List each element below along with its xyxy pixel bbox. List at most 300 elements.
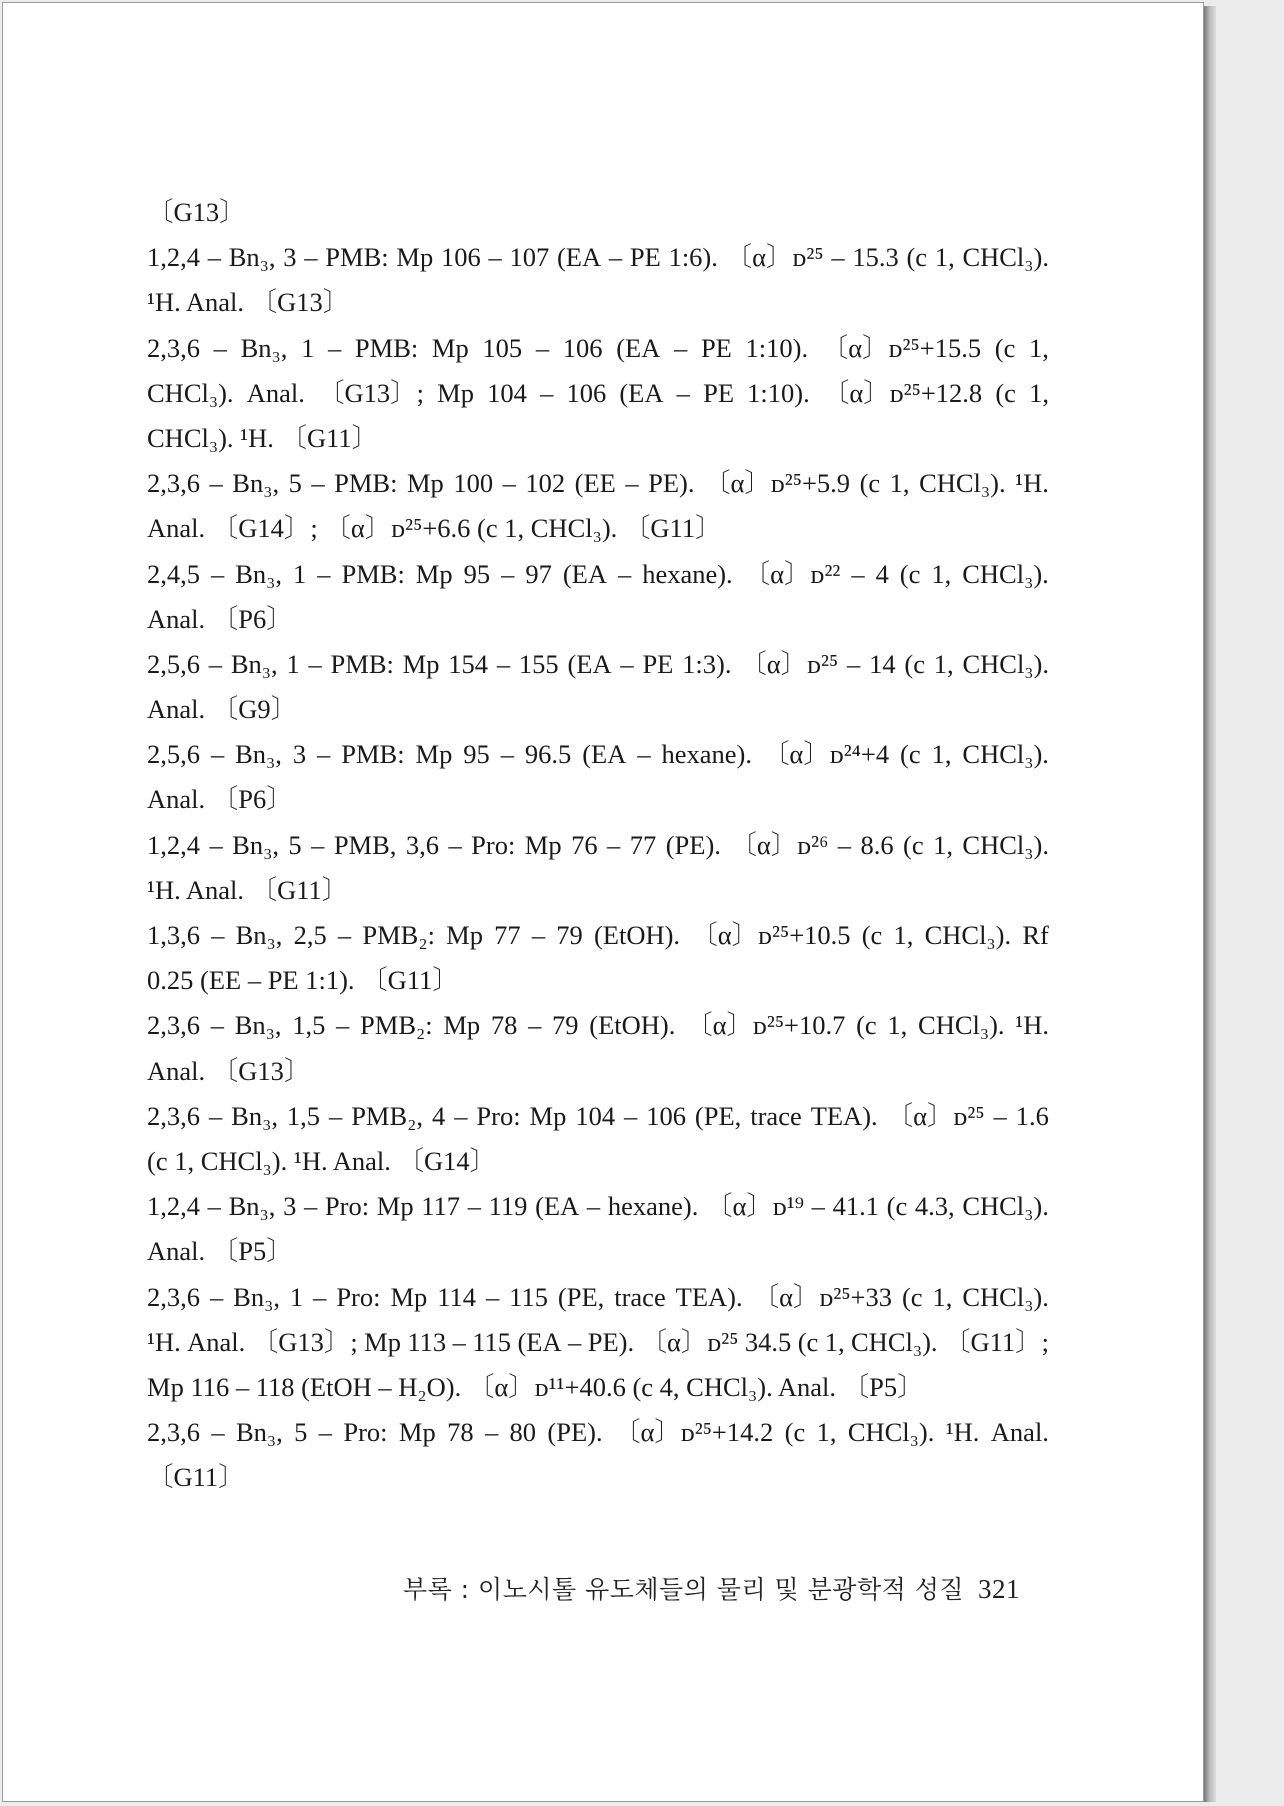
text-word: ¹H. [945, 1417, 980, 1448]
text-line [147, 1139, 1049, 1184]
text-word: 1, [931, 558, 952, 589]
text-word: 1 [293, 558, 307, 589]
text-word: 1:3). [682, 648, 732, 679]
text-word: Bn₃, [240, 332, 288, 363]
text-span: Anal. 〔P5〕 [147, 1236, 293, 1267]
text-span: 〔G11〕 [147, 1462, 245, 1493]
text-word: Anal. [990, 1417, 1049, 1448]
text-word: Pro: [324, 1191, 370, 1222]
text-word: (EA [616, 332, 661, 363]
text-word: – [211, 1417, 225, 1448]
text-word: – [568, 1326, 582, 1357]
text-word: 106 [566, 377, 607, 408]
text-word: 96.5 [524, 739, 572, 770]
text-word: – [496, 648, 511, 679]
text-word: – [308, 648, 322, 679]
text-word: 〔α〕ᴅ²⁵+10.7 [686, 1010, 846, 1041]
text-word: Mp [446, 920, 483, 950]
text-word: – [620, 648, 634, 679]
text-word: Mp [398, 1417, 436, 1448]
text-word: PE [700, 332, 732, 363]
text-word: – [210, 739, 225, 770]
text-word: – [837, 829, 852, 860]
text-line [147, 597, 1049, 642]
text-word: CHCl₃). [924, 920, 1012, 950]
text-word: – [311, 468, 325, 499]
text-word: (EA [562, 558, 607, 589]
text-word: 〔α〕ᴅ²⁵ [740, 648, 839, 679]
text-word: (PE, [694, 1100, 742, 1131]
text-span: 〔G13〕 [147, 197, 246, 227]
text-word: – [637, 739, 651, 770]
text-word: 4 [431, 1100, 446, 1131]
text-span: Anal. 〔G13〕 [147, 1055, 311, 1086]
text-word: Bn₃, [234, 1010, 282, 1041]
text-word: CHCl₃). [918, 1010, 1005, 1041]
text-word: 15.3 [852, 242, 899, 273]
text-span: CHCl₃). ¹H. 〔G11〕 [147, 422, 379, 453]
text-word: (EA [517, 1326, 562, 1357]
text-word: hexane). [661, 739, 752, 770]
text-span: Mp 116 – 118 (EtOH – H₂O). 〔α〕ᴅ¹¹+40.6 (c 4, CHCl₃). Anal. 〔P5〕 [147, 1371, 924, 1402]
text-word: 77 [494, 920, 521, 950]
text-word: CHCl₃). [962, 242, 1049, 273]
running-footer [403, 1570, 1020, 1606]
text-word: 〔α〕ᴅ²² [743, 558, 841, 589]
text-word: – [209, 1281, 224, 1312]
text-word: 1, [933, 648, 954, 679]
text-word: Bn₃, [235, 920, 283, 950]
text-word: 80 [509, 1417, 537, 1448]
text-word: PE [642, 648, 674, 679]
text-word: 1, [933, 829, 953, 860]
text-word: 5 [288, 468, 302, 499]
text-word: 2,5,6 [147, 648, 200, 679]
text-line [147, 506, 1049, 551]
text-word: Bn₃, [230, 648, 278, 679]
text-word: (c [904, 648, 925, 679]
text-word: 102 [525, 468, 566, 499]
text-word: Bn₃, [235, 1417, 283, 1448]
text-word: – [535, 332, 550, 363]
text-line [147, 642, 1049, 687]
text-word: 76 [571, 829, 598, 860]
text-word: Mp [396, 242, 434, 273]
text-word: 106 [562, 332, 603, 363]
text-word: 78 [490, 1010, 518, 1041]
text-word: CHCl₃). [147, 377, 234, 408]
text-word: 78 [447, 1417, 474, 1448]
text-word: 〔α〕ᴅ²⁴+4 [762, 739, 890, 770]
text-word: 77 [629, 829, 657, 860]
text-word: 79 [556, 920, 583, 950]
text-span: (c 1, CHCl₃). ¹H. Anal. 〔G14〕 [147, 1145, 497, 1176]
text-word: 2,3,6 [147, 468, 200, 499]
text-line [147, 552, 1049, 597]
text-span: Anal. 〔P6〕 [147, 603, 293, 634]
text-word: – [485, 1281, 500, 1312]
text-word: Mp [529, 1100, 567, 1131]
text-word: – [500, 739, 514, 770]
text-word: Mp [443, 1010, 481, 1041]
text-word: (EA [556, 242, 602, 273]
text-word: PMB: [341, 558, 405, 589]
text-word: TEA). [675, 1281, 743, 1312]
text-word: 95 [463, 558, 491, 589]
text-word: – [317, 739, 331, 770]
text-word: Anal. [187, 1326, 246, 1357]
text-word: – [336, 1010, 350, 1041]
text-word: CHCl₃). [962, 739, 1049, 770]
text-word: ¹H. [1015, 468, 1049, 499]
text-word: 1,5 [286, 1100, 321, 1131]
text-line [147, 868, 1049, 913]
text-word: 41.1 [832, 1191, 879, 1222]
text-word: PMB: [330, 648, 394, 679]
text-span: ¹H. Anal. 〔G11〕 [147, 874, 349, 905]
text-word: CHCl₃). [919, 468, 1006, 499]
text-word: CHCl₃). [962, 1191, 1049, 1222]
text-line [147, 1410, 1049, 1455]
text-word: Mp [402, 648, 440, 679]
text-word: Pro: [471, 829, 516, 860]
text-word: (c [784, 1417, 806, 1448]
text-line [147, 823, 1049, 868]
text-word: 〔α〕ᴅ²⁵+10.5 [691, 920, 851, 950]
text-word: – [501, 558, 515, 589]
text-word: (PE). [547, 1417, 603, 1448]
text-word: 〔G11〕; [943, 1326, 1049, 1357]
text-word: 3 [283, 1191, 297, 1222]
text-word: PMB, [333, 829, 397, 860]
text-word: – [337, 920, 352, 950]
text-word: CHCl₃). [962, 558, 1049, 589]
text-word: 2,3,6 [147, 1100, 200, 1131]
text-word: 〔α〕ᴅ²⁵ [886, 1100, 985, 1131]
text-word: 115 [509, 1281, 548, 1312]
text-word: 2,4,5 [147, 558, 200, 589]
text-span: 0.25 (EE – PE 1:1). 〔G11〕 [147, 965, 459, 996]
text-word: PMB₂, [351, 1100, 424, 1131]
text-word: 〔α〕ᴅ²⁵+33 [752, 1281, 893, 1312]
text-word: Mp [524, 829, 562, 860]
text-word: – [531, 920, 546, 950]
text-word: 1, [887, 1010, 908, 1041]
text-word: Bn₃, [235, 739, 282, 770]
text-word: ¹H. [147, 1326, 181, 1357]
text-word: 104 [575, 1100, 616, 1131]
text-word: 1,2,4 [147, 1191, 200, 1222]
text-word: 107 [509, 242, 550, 273]
text-word: PE). [648, 468, 695, 499]
text-word: – [488, 242, 502, 273]
text-word: 1, [893, 920, 914, 950]
page-number: 321 [978, 1574, 1020, 1604]
running-title: 부록 : 이노시톨 유도체들의 물리 및 분광학적 성질 [402, 1575, 964, 1604]
text-word: – [209, 829, 223, 860]
text-word: 5 [294, 1417, 308, 1448]
text-word: (EA [567, 648, 612, 679]
text-word: – [676, 377, 690, 408]
text-word: CHCl₃). [962, 829, 1049, 860]
page-edge-shadow [1204, 6, 1216, 1802]
text-word: 2,5,6 [147, 739, 200, 770]
text-word: Mp [376, 1191, 414, 1222]
text-word: TEA). [810, 1100, 878, 1131]
text-line [147, 371, 1049, 416]
text-word: 〔α〕ᴅ²⁶ [730, 829, 829, 860]
text-word: (EtOH). [589, 1010, 676, 1041]
text-word: 14 [869, 648, 896, 679]
text-word: (EE [574, 468, 616, 499]
text-line [147, 958, 1049, 1003]
text-word: CHCl₃). [962, 1281, 1049, 1312]
text-word: (c [900, 739, 921, 770]
text-word: PMB: [334, 468, 398, 499]
text-word: – [467, 1191, 481, 1222]
text-span: Anal. 〔P6〕 [147, 784, 293, 815]
text-word: 〔G13〕; [318, 377, 424, 408]
text-word: Bn₃, [232, 468, 280, 499]
text-word: 8.6 [860, 829, 894, 860]
text-word: hexane). [642, 558, 733, 589]
text-word: CHCl₃). [847, 1417, 935, 1448]
text-word: 〔α〕ᴅ²⁵+12.8 [822, 377, 983, 408]
text-line [147, 1455, 1049, 1500]
text-word: trace [750, 1100, 802, 1131]
text-line [147, 326, 1049, 371]
text-word: 104 [487, 377, 527, 408]
text-word: Bn₃, [231, 1100, 278, 1131]
text-word: – [608, 242, 623, 273]
text-span: Anal. 〔G9〕 [147, 694, 298, 725]
text-word: 〔α〕ᴅ²⁵ [725, 242, 824, 273]
text-word: – [454, 1100, 468, 1131]
text-word: Rf [1022, 920, 1049, 950]
text-word: (PE, [557, 1281, 605, 1312]
text-word: – [311, 829, 325, 860]
text-word: 117 [421, 1191, 461, 1222]
text-word: 2,3,6 [147, 1010, 200, 1041]
text-word: (EA [582, 739, 627, 770]
text-word: PE). [587, 1326, 635, 1357]
text-word: 1 [289, 1281, 304, 1312]
text-word: Mp [437, 377, 474, 408]
text-word: 1.6 [1015, 1100, 1049, 1131]
text-line [147, 416, 1049, 461]
text-word: – [831, 242, 845, 273]
text-word: Bn₃, [233, 1281, 280, 1312]
text-word: – [811, 1191, 825, 1222]
text-word: 〔α〕ᴅ²⁵+14.2 [613, 1417, 774, 1448]
text-word: – [317, 558, 331, 589]
text-word: 1,3,6 [147, 920, 200, 950]
text-word: – [304, 242, 318, 273]
text-word: 1 [286, 648, 300, 679]
text-word: PMB₂: [360, 1010, 433, 1041]
text-word: – [452, 1326, 466, 1357]
text-word: 〔α〕ᴅ²⁵+15.5 [821, 332, 982, 363]
text-word: PE [629, 242, 661, 273]
text-word: – [318, 1417, 332, 1448]
text-word: (EtOH). [593, 920, 681, 950]
text-word: (c [859, 468, 881, 499]
text-word: PMB: [325, 242, 389, 273]
text-word: – [209, 468, 223, 499]
text-word: (c [995, 377, 1016, 408]
text-word: 〔α〕ᴅ²⁵ [640, 1326, 739, 1357]
text-word: – [625, 468, 639, 499]
text-word: (c [901, 1281, 923, 1312]
text-word: – [528, 1010, 542, 1041]
text-word: 2,3,6 [147, 332, 200, 363]
text-word: PMB: [354, 332, 419, 363]
text-word: (c [861, 920, 883, 950]
text-word: – [210, 1010, 224, 1041]
text-word: (c [886, 1191, 908, 1222]
text-word: 1, [824, 1326, 845, 1357]
text-word: hexane). [607, 1191, 699, 1222]
text-word: – [210, 558, 225, 589]
text-word: 97 [525, 558, 552, 589]
body-text [147, 190, 1049, 1500]
text-line [147, 1229, 1049, 1274]
text-word: Mp [415, 739, 453, 770]
text-word: 1, [889, 468, 910, 499]
text-word: – [448, 829, 462, 860]
text-word: 155 [518, 648, 559, 679]
text-word: (PE). [665, 829, 721, 860]
text-word: 1, [1029, 377, 1049, 408]
text-word: – [207, 242, 221, 273]
text-word: – [484, 1417, 499, 1448]
text-line [147, 913, 1049, 958]
text-word: 1:10). [747, 377, 810, 408]
text-word: 4.3, [914, 1191, 955, 1222]
text-word: PMB₂: [362, 920, 435, 950]
text-word: 154 [448, 648, 489, 679]
text-word: 34.5 [744, 1326, 792, 1357]
text-word: (c [903, 829, 924, 860]
text-line [147, 190, 1049, 235]
text-word: 〔α〕ᴅ¹⁹ [706, 1191, 804, 1222]
text-line [147, 1184, 1049, 1229]
text-word: Bn₃, [228, 1191, 276, 1222]
text-word: – [993, 1100, 1007, 1131]
text-word: 95 [463, 739, 490, 770]
text-word: – [213, 332, 227, 363]
text-line [147, 777, 1049, 822]
text-word: – [328, 1100, 343, 1131]
text-word: Bn₃, [228, 242, 276, 273]
text-word: – [502, 468, 516, 499]
text-word: 100 [453, 468, 494, 499]
text-line [147, 235, 1049, 280]
text-word: Mp [415, 558, 453, 589]
text-word: 1, [816, 1417, 837, 1448]
text-word: (c [797, 1326, 819, 1357]
text-word: 3,6 [405, 829, 439, 860]
text-word: 106 [440, 242, 481, 273]
text-line [147, 1320, 1049, 1365]
text-word: Pro: [336, 1281, 381, 1312]
text-word: 114 [437, 1281, 477, 1312]
text-word: 1, [931, 739, 952, 770]
text-word: Mp [364, 1326, 401, 1357]
text-word: 1:6). [668, 242, 718, 273]
text-word: 3 [292, 739, 307, 770]
text-word: CHCl₃). [962, 648, 1049, 679]
text-word: – [847, 648, 861, 679]
text-word: Pro: [343, 1417, 388, 1448]
text-word: – [617, 558, 632, 589]
text-word: – [303, 1191, 318, 1222]
text-line [147, 1049, 1049, 1094]
text-line [147, 732, 1049, 777]
text-word: trace [614, 1281, 666, 1312]
text-word: – [208, 648, 223, 679]
text-line [147, 1094, 1049, 1139]
text-word: Pro: [476, 1100, 521, 1131]
text-line [147, 1275, 1049, 1320]
text-word: (c [906, 242, 928, 273]
text-word: 1, [934, 242, 955, 273]
text-word: – [540, 377, 554, 408]
text-word: 3 [283, 242, 297, 273]
text-line [147, 280, 1049, 325]
text-word: 1, [932, 1281, 953, 1312]
text-word: 105 [482, 332, 523, 363]
text-word: 2,3,6 [147, 1281, 200, 1312]
text-word: – [313, 1281, 327, 1312]
text-word: 〔G13〕; [251, 1326, 358, 1357]
text-span: Anal. 〔G14〕; 〔α〕ᴅ²⁵+6.6 (c 1, CHCl₃). 〔G11〕 [147, 513, 722, 544]
text-word: 79 [552, 1010, 579, 1041]
text-word: 106 [646, 1100, 686, 1131]
text-word: 1,5 [292, 1010, 326, 1041]
text-word: 4 [875, 558, 889, 589]
text-word: Bn₃, [232, 829, 279, 860]
text-line [147, 687, 1049, 732]
text-word: 1,2,4 [147, 829, 200, 860]
text-word: 1, [1029, 332, 1049, 363]
text-word: 2,5 [293, 920, 327, 950]
text-word: – [851, 558, 865, 589]
text-word: – [624, 1100, 638, 1131]
text-word: ¹H. [1015, 1010, 1049, 1041]
text-word: – [327, 332, 342, 363]
text-word: Anal. [246, 377, 305, 408]
text-line [147, 1003, 1049, 1048]
text-word: 1 [301, 332, 315, 363]
text-word: 5 [288, 829, 302, 860]
text-word: 1,2,4 [147, 242, 200, 273]
text-word: – [208, 1100, 223, 1131]
text-word: 2,3,6 [147, 1417, 200, 1448]
text-word: 115 [472, 1326, 512, 1357]
text-word: Mp [406, 468, 444, 499]
text-word: Bn₃, [235, 558, 283, 589]
text-word: 113 [407, 1326, 447, 1357]
text-word: 1:10). [745, 332, 809, 363]
text-word: – [607, 829, 621, 860]
text-word: – [207, 1191, 221, 1222]
text-word: (EA [619, 377, 664, 408]
text-word: – [586, 1191, 601, 1222]
text-word: 119 [488, 1191, 528, 1222]
text-word: Mp [431, 332, 469, 363]
text-line [147, 1365, 1049, 1410]
